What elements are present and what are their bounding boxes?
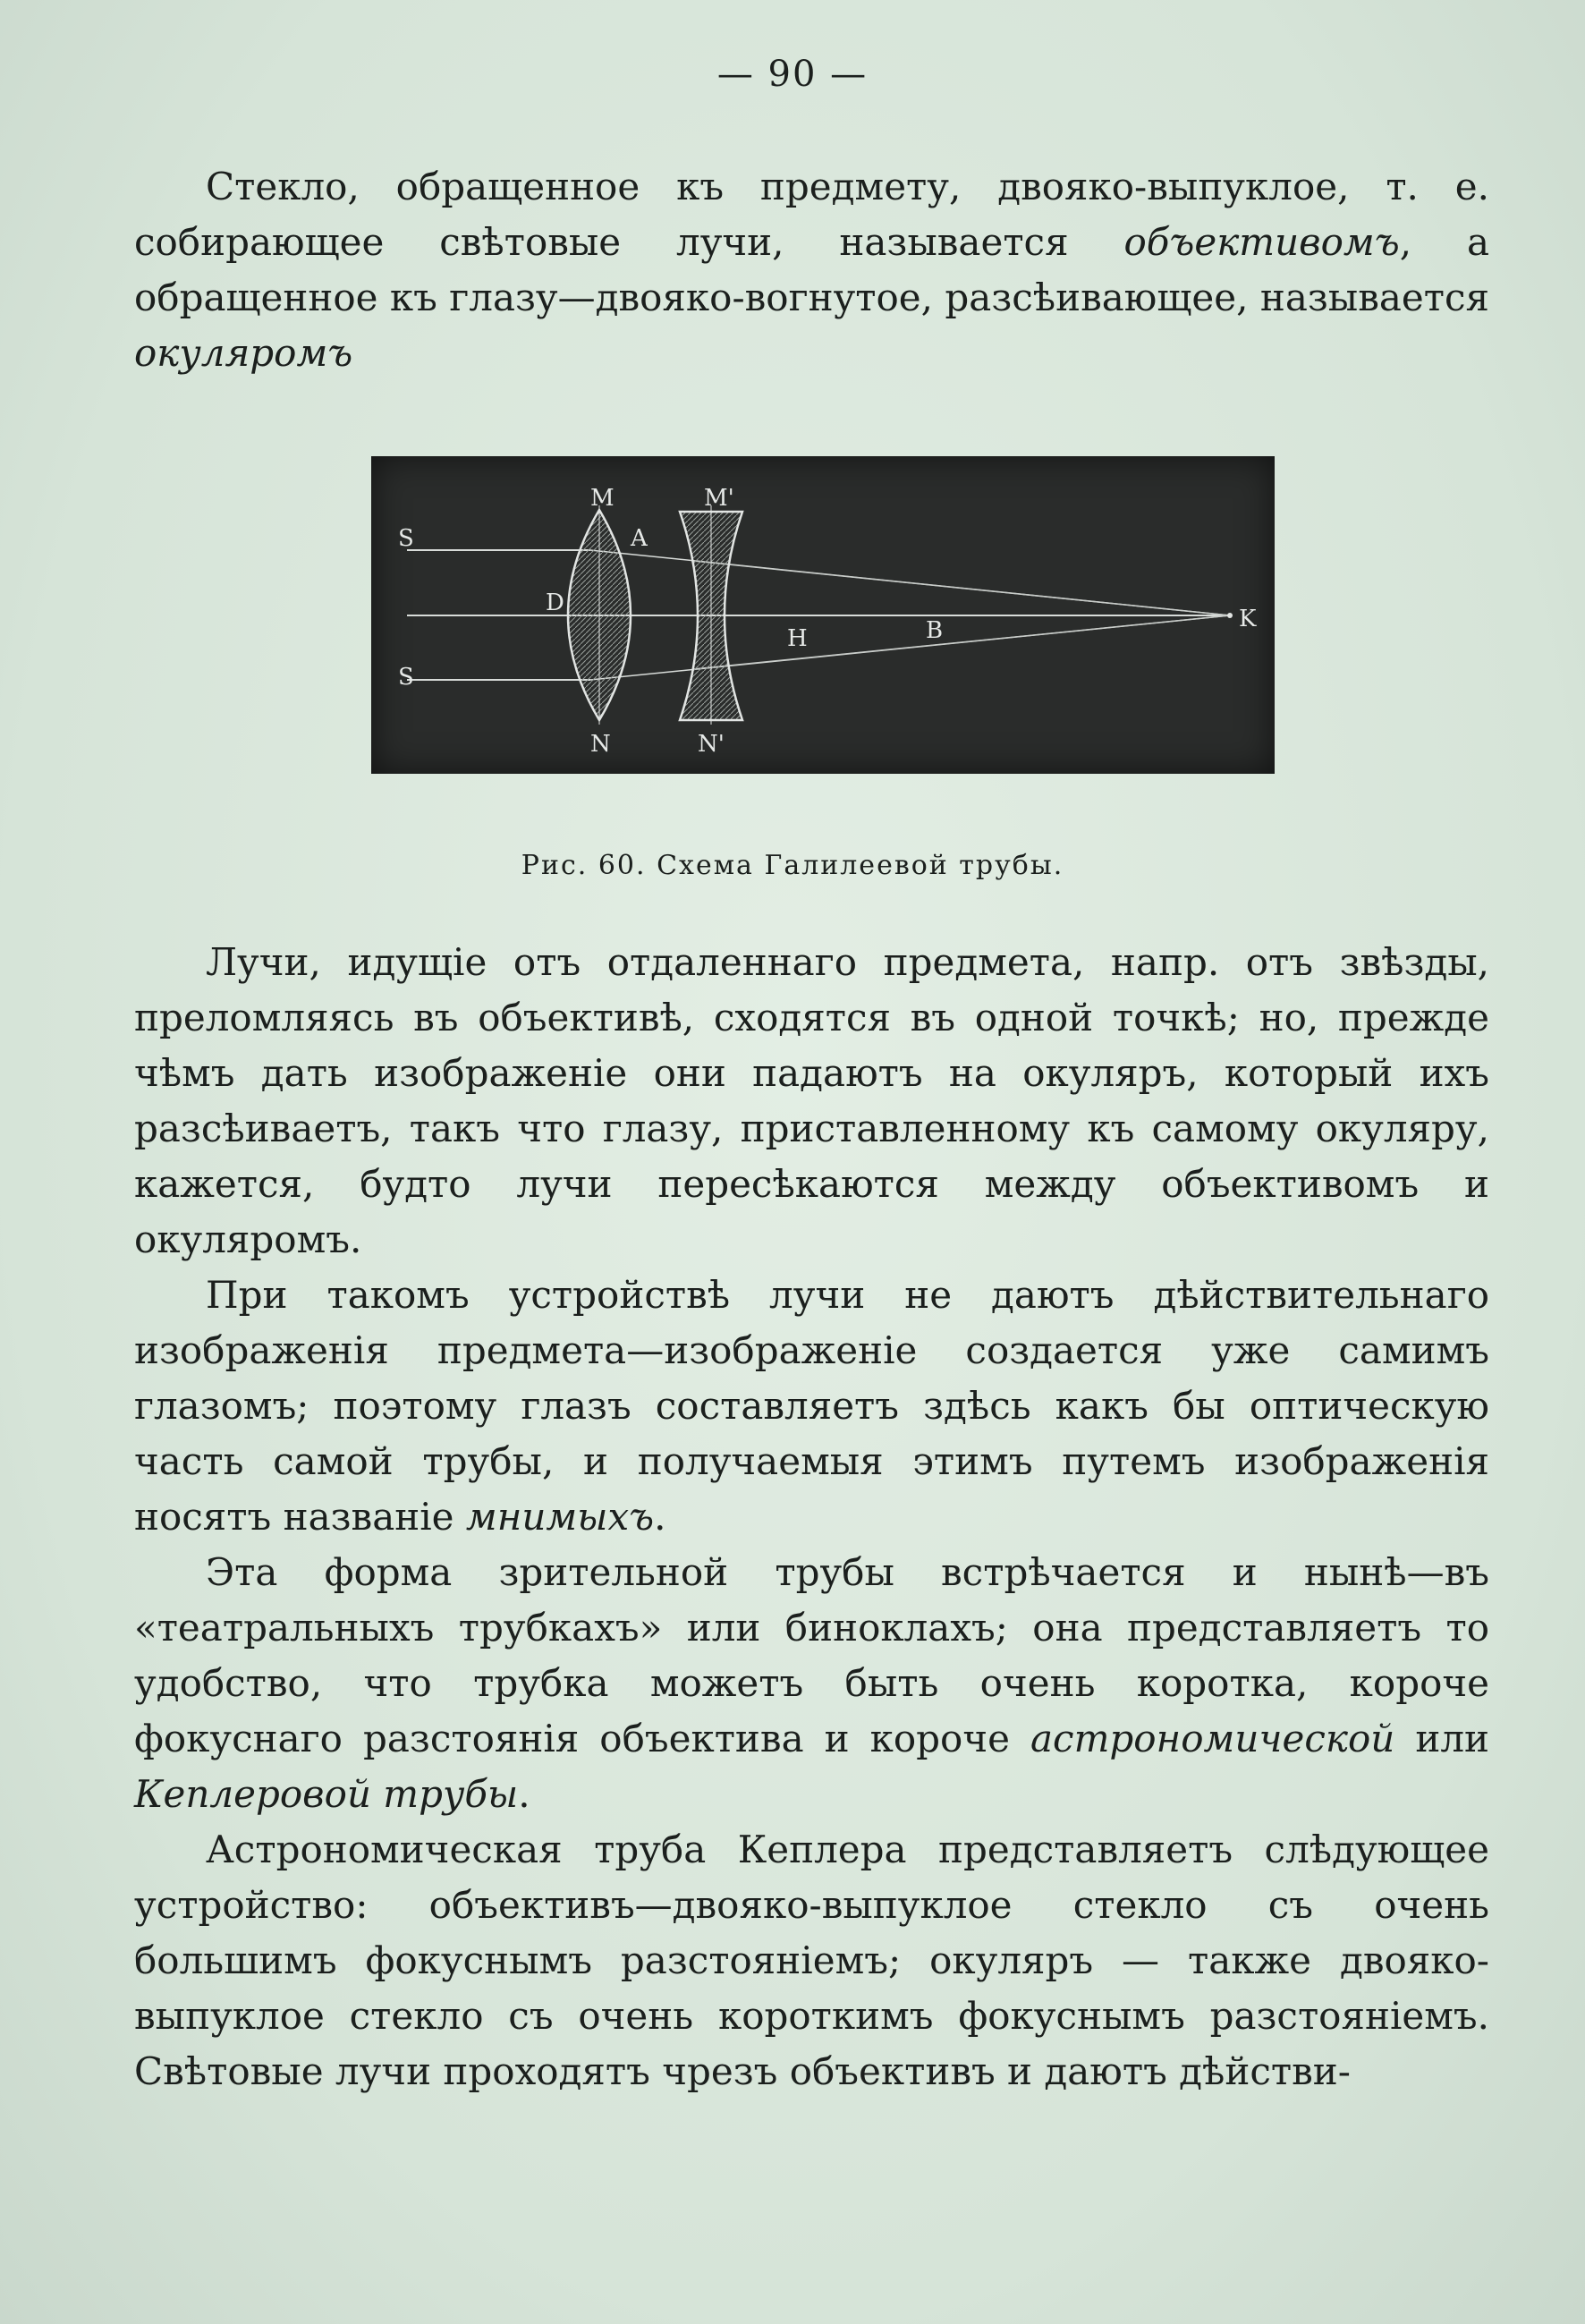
paragraph-3 — [134, 1545, 1489, 1822]
paragraph-3-text: Эта форма зрительной трубы встрѣчается и нынѣ—въ «театральныхъ трубкахъ» или биноклахъ; она представляетъ то удобство, что трубка можетъ быть очень коротка, короче фокуснаго разстоянія объектива и короче — [134, 1550, 1489, 1760]
paragraph-3-end: . — [518, 1772, 530, 1816]
paragraph-1: Лучи, идущіе отъ отдаленнаго предмета, напр. отъ звѣзды, преломляясь въ объективѣ, сходятся въ одной точкѣ; но, прежде чѣмъ дать изображеніе они падаютъ на окуляръ, который ихъ разсѣиваетъ, такъ что глазу, приставленному къ самому окуляру, кажется, будто лучи пересѣкаются между объективомъ и окуляромъ. — [134, 940, 1489, 1261]
label-m-prime: M' — [704, 485, 734, 512]
term-kepler-telescope: Кеплеровой трубы — [134, 1772, 519, 1816]
paragraph-3-or: или — [1394, 1717, 1489, 1760]
term-eyepiece: окуляромъ — [134, 331, 353, 375]
paragraph-2 — [134, 1268, 1489, 1545]
label-h: H — [787, 625, 808, 652]
main-text-block — [134, 935, 1489, 2099]
label-k: K — [1239, 606, 1257, 632]
intro-paragraph — [134, 159, 1489, 381]
label-s-bottom: S — [398, 664, 414, 691]
galilean-telescope-figure — [371, 456, 1275, 774]
ray-top-diverging — [693, 561, 1230, 615]
page-number: — 90 — — [716, 54, 869, 95]
term-imaginary: мнимыхъ — [465, 1495, 655, 1539]
ray-bottom-diverging — [693, 615, 1230, 669]
label-m: M — [590, 485, 615, 512]
telescope-diagram — [371, 456, 1275, 774]
paragraph-4: Астрономическая труба Кеплера представляетъ слѣдующее устройство: объективъ—двояко-выпуклое стекло съ очень большимъ фокуснымъ разстояніемъ; окуляръ — также двояко-выпуклое стекло съ очень короткимъ фокуснымъ разстояніемъ. Свѣтовые лучи проходятъ чрезъ объективъ и даютъ дѣйстви- — [134, 1828, 1489, 2093]
label-a: A — [631, 525, 648, 552]
paragraph-2-text: При такомъ устройствѣ лучи не даютъ дѣйствительнаго изображенія предмета—изображеніе создается уже самимъ глазомъ; поэтому глазъ составляетъ здѣсь какъ бы оптическую часть самой трубы, и получаемыя этимъ путемъ изображенія носятъ названіе — [134, 1273, 1489, 1539]
label-n-prime: N' — [698, 731, 725, 758]
paragraph-2-end: . — [654, 1495, 666, 1539]
intro-text-block — [134, 159, 1489, 381]
intro-text-b: , а обращенное къ глазу—двояко-вогнутое, разсѣивающее, называется — [134, 220, 1489, 319]
label-s-top: S — [398, 525, 414, 552]
focal-point-dot — [1227, 613, 1233, 618]
intro-text-a: Стекло, обращенное къ предмету, двояко-выпуклое, т. е. собирающее свѣтовые лучи, называется — [134, 165, 1489, 264]
label-b: B — [926, 617, 944, 644]
label-n: N — [590, 731, 611, 758]
label-d: D — [546, 589, 564, 616]
term-objective: объективомъ — [1123, 220, 1400, 264]
term-astronomical: астрономической — [1030, 1717, 1395, 1760]
figure-caption: Рис. 60. Схема Галилеевой трубы. — [521, 850, 1064, 881]
